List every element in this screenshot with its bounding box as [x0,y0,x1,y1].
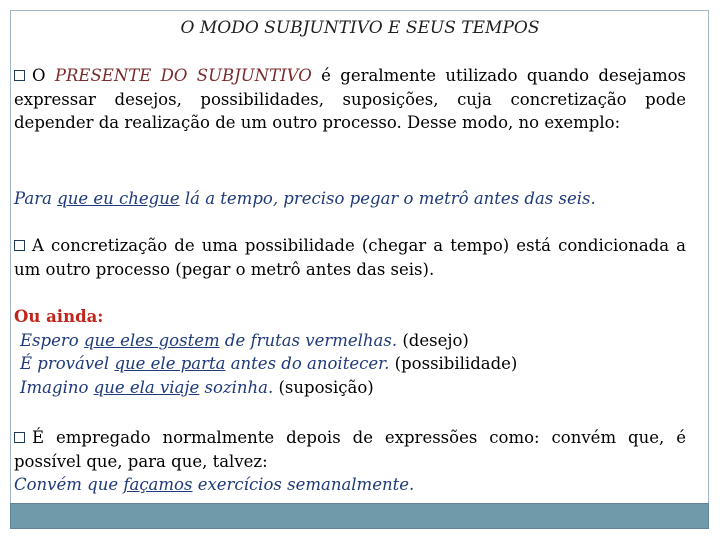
exf-a: Convém que [14,475,124,494]
ex-note: (desejo) [397,330,469,350]
ex1-underlined: que eu chegue [57,189,180,208]
paragraph-concretizacao [14,234,686,281]
exf-underlined: façamos [123,475,193,494]
ex-b: sozinha. [199,377,274,397]
ex1-a: Para [14,189,58,208]
ex-note: (possibilidade) [389,354,518,373]
highlight-term: PRESENTE DO SUBJUNTIVO [54,66,312,85]
paragraph-emprego [14,426,686,497]
example-line [14,376,686,400]
checkbox-bullet-icon [14,240,25,251]
example-final [14,473,686,497]
ou-ainda-heading: Ou ainda: [14,307,104,326]
ou-ainda-section [14,305,686,399]
exf-b: exercícios semanalmente. [192,475,415,494]
ex-b: antes do anoitecer. [225,354,390,373]
paragraph-presente [14,64,686,135]
ex-note: (suposição) [273,377,374,397]
ex-underlined: que ele parta [114,354,226,373]
ex1-b: lá a tempo, preciso pegar o metrô antes das seis. [179,189,596,208]
checkbox-bullet-icon [14,432,25,443]
example-line [14,329,686,353]
p1-pre: O [32,66,55,85]
slide-title: O MODO SUBJUNTIVO E SEUS TEMPOS [180,18,540,38]
checkbox-bullet-icon [14,70,25,81]
ex-a: É provável [20,354,115,373]
example-line [14,352,686,376]
p3-text: É empregado normalmente depois de expressões como: convém que, é possível que, para que, talvez: [14,428,686,471]
p2-text: A concretização de uma possibilidade (chegar a tempo) está condicionada a um outro processo (pegar o metrô antes das seis). [14,236,686,279]
slide-footer-band [10,503,709,529]
ex-a: Imagino [20,377,94,397]
ex-a: Espero [20,330,84,350]
ex-b: de frutas vermelhas. [219,330,398,350]
example-sentence-1 [14,187,686,211]
ex-underlined: que ela viaje [93,377,200,397]
ex-underlined: que eles gostem [83,330,220,350]
p1-rest: é geralmente utilizado quando desejamos expressar desejos, possibilidades, suposições, cuja concretização pode depender da realização de um outro processo. Desse modo, no exemplo: [14,66,686,132]
